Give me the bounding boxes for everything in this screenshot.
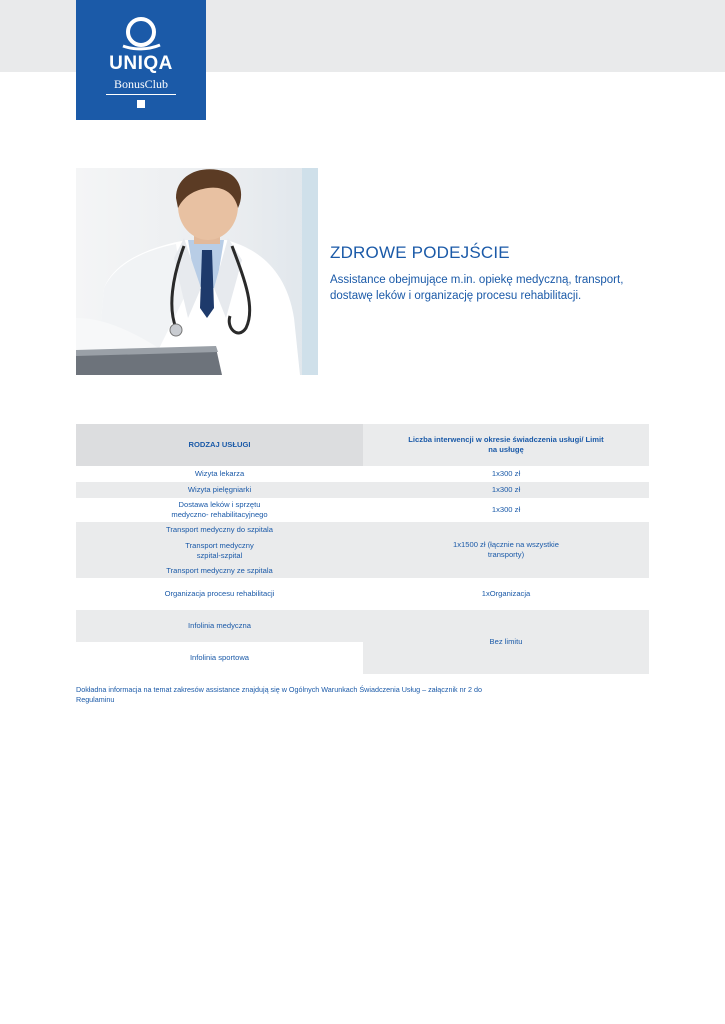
table-cell-limit: 1x300 zł [363, 482, 649, 498]
table-cell-service: Wizyta lekarza [194, 469, 245, 478]
table-cell-limit: Bez limitu [363, 610, 649, 674]
logo-square-mark [137, 100, 145, 108]
table-cell-service: Infolinia medyczna [76, 610, 363, 642]
table-cell-service: Dostawa leków i sprzętu medyczno- rehabilitacyjnego [171, 500, 268, 519]
table-cell-limit: 1x300 zł [491, 505, 521, 514]
footnote: Dokładna informacja na temat zakresów assistance znajdują się w Ogólnych Warunkach Świadczenia Usług – załącznik nr 2 do Regulaminu [76, 685, 483, 704]
table-cell-service: Organizacja procesu rehabilitacji [164, 589, 275, 598]
table-cell-limit: 1x1500 zł (łącznie na wszystkie transporty) [453, 540, 559, 559]
table-cell-service: Transport medyczny ze szpitala [166, 566, 273, 575]
logo-brand-text: UNIQA [109, 53, 173, 74]
table-cell-service: Infolinia sportowa [189, 653, 250, 662]
page-title: ZDROWE PODEJŚCIE [330, 243, 510, 262]
logo-divider [106, 94, 176, 95]
table-cell-service: Transport medyczny szpital-szpital [185, 541, 254, 560]
page-description: Assistance obejmujące m.in. opiekę medyczną, transport, dostawę leków i organizację procesu rehabilitacji. [330, 274, 624, 302]
table-cell-service: Wizyta pielęgniarki [76, 482, 363, 498]
uniqa-q-emblem-icon [76, 12, 206, 52]
table-cell-limit: 1x300 zł [491, 469, 521, 478]
uniqa-bonusclub-logo [76, 0, 206, 120]
table-header-service-type: RODZAJ USŁUGI [76, 424, 363, 466]
doctor-photo [76, 168, 318, 375]
table-cell-limit: 1xOrganizacja [481, 589, 531, 598]
table-cell-service: Transport medyczny do szpitala [166, 525, 273, 534]
logo-subtitle: BonusClub [113, 77, 168, 91]
doctor-illustration [76, 168, 318, 375]
table-header-limit: Liczba interwencji w okresie świadczenia usługi/ Limit na usługę [363, 424, 649, 466]
